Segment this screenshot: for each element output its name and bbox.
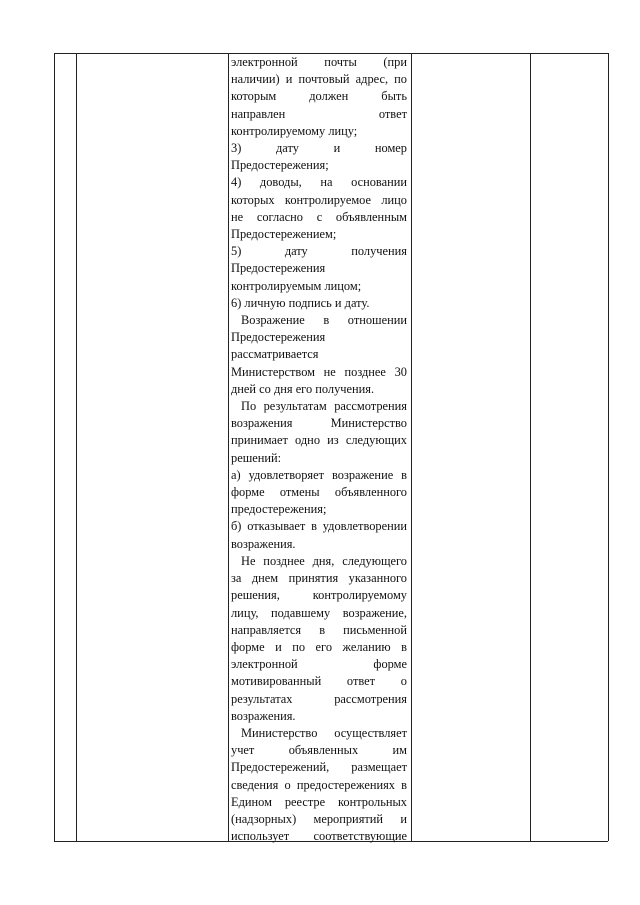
text-line: которых контролируемое лицо (231, 192, 407, 207)
text-line: 3) дату и номер (231, 141, 407, 156)
text-line: которым должен быть (231, 89, 407, 104)
text-line: возражения. (231, 536, 296, 551)
text-line: использует соответствующие (231, 829, 407, 844)
text-line: Предостережения; (231, 158, 329, 173)
text-line: контролируемому лицу; (231, 123, 358, 138)
text-line: рассматривается (231, 347, 319, 362)
text-line: электронной почты (при (231, 55, 407, 69)
text-line: Министерством не позднее 30 (231, 364, 407, 379)
text-line: 6) личную подпись и дату. (231, 295, 370, 310)
text-line: электронной форме (231, 657, 407, 672)
text-line: форме отмены объявленного (231, 485, 407, 500)
text-line: Министерство осуществляет (241, 725, 407, 740)
text-line: Предостережений, размещает (231, 760, 407, 775)
table-cell-number (55, 54, 76, 841)
text-line: мотивированный ответ о (231, 674, 407, 689)
text-line: сведения о предостережениях в (231, 777, 407, 792)
text-line: Возражение в отношении (241, 313, 407, 328)
table-column-border (608, 53, 609, 841)
table-cell-responsible (412, 54, 530, 841)
text-line: направляется в письменной (231, 622, 407, 637)
text-line: По результатам рассмотрения (241, 399, 407, 414)
table-cell-deadline (531, 54, 608, 841)
table-column-border (228, 53, 229, 841)
text-line: лицу, подавшему возражение, (231, 605, 407, 620)
text-line: не согласно с объявленным (231, 209, 407, 224)
text-line: Предостережения (231, 330, 326, 345)
text-line: а) удовлетворяет возражение в (231, 467, 407, 482)
text-line: направлен ответ (231, 106, 407, 121)
text-line: учет объявленных им (231, 743, 407, 758)
text-line: форме и по его желанию в (231, 639, 407, 654)
text-line: предостережения; (231, 502, 327, 517)
text-line: Предостережением; (231, 227, 337, 242)
text-line: Предостережения (231, 261, 326, 276)
text-line: (надзорных) мероприятий и (231, 811, 407, 826)
text-line: возражения. (231, 708, 296, 723)
text-line: принимает одно из следующих (231, 433, 407, 448)
text-line: дней со дня его получения. (231, 381, 375, 396)
text-line: наличии) и почтовый адрес, по (231, 72, 407, 87)
text-line: решения, контролируемому (231, 588, 407, 603)
text-line: за днем принятия указанного (231, 571, 407, 586)
text-line: решений: (231, 450, 282, 465)
text-line: возражения Министерство (231, 416, 407, 431)
text-line: Едином реестре контрольных (231, 794, 407, 809)
table-cell-description (231, 54, 407, 845)
text-line: 5) дату получения (231, 244, 407, 259)
text-line: контролируемым лицом; (231, 278, 362, 293)
text-line: Не позднее дня, следующего (241, 553, 407, 568)
text-line: 4) доводы, на основании (231, 175, 407, 190)
text-line: результатах рассмотрения (231, 691, 407, 706)
text-line: б) отказывает в удовлетворении (231, 519, 407, 534)
table-cell-name (77, 54, 228, 841)
